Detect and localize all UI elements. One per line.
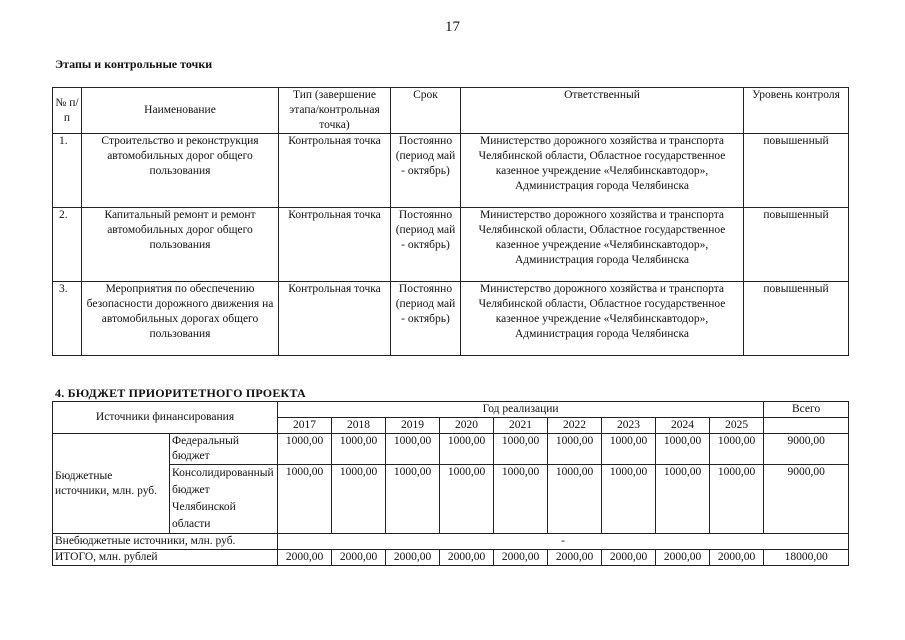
row-num: 2. bbox=[53, 208, 82, 282]
value-cell: 1000,00 bbox=[494, 465, 548, 534]
value-cell: 2000,00 bbox=[278, 550, 332, 566]
value-cell: 1000,00 bbox=[656, 465, 710, 534]
value-cell: 1000,00 bbox=[656, 434, 710, 465]
row-responsible: Министерство дорожного хозяйства и транспорта Челябинской области, Областное государственное казенное учреждение «Челябинскавтодор», Администрация города Челябинска bbox=[461, 208, 744, 282]
total-label: ИТОГО, млн. рублей bbox=[53, 550, 278, 566]
year-cell: 2020 bbox=[440, 418, 494, 434]
federal-label: Федеральный бюджет bbox=[170, 434, 278, 465]
sources-header: Источники финансирования bbox=[53, 402, 278, 434]
page-number: 17 bbox=[445, 19, 460, 35]
value-cell: 2000,00 bbox=[710, 550, 764, 566]
value-cell: 1000,00 bbox=[278, 434, 332, 465]
value-cell: 1000,00 bbox=[602, 434, 656, 465]
stages-table bbox=[52, 87, 849, 356]
value-cell: 2000,00 bbox=[440, 550, 494, 566]
value-cell: 2000,00 bbox=[656, 550, 710, 566]
value-cell: 1000,00 bbox=[278, 465, 332, 534]
extrabudget-row bbox=[53, 534, 849, 550]
value-cell: 2000,00 bbox=[548, 550, 602, 566]
row-term: Постоянно (период май - октябрь) bbox=[391, 134, 461, 208]
year-cell: 2024 bbox=[656, 418, 710, 434]
years-header: Год реализации bbox=[278, 402, 764, 418]
row-name: Строительство и реконструкция автомобильных дорог общего пользования bbox=[82, 134, 279, 208]
year-cell: 2025 bbox=[710, 418, 764, 434]
row-num: 1. bbox=[53, 134, 82, 208]
row-term: Постоянно (период май - октябрь) bbox=[391, 208, 461, 282]
value-cell: 1000,00 bbox=[548, 465, 602, 534]
total-cell: 9000,00 bbox=[764, 465, 849, 534]
header-control: Уровень контроля bbox=[744, 88, 849, 134]
row-control: повышенный bbox=[744, 208, 849, 282]
value-cell: 1000,00 bbox=[386, 434, 440, 465]
year-cell: 2017 bbox=[278, 418, 332, 434]
budget-group-label: Бюджетные источники, млн. руб. bbox=[53, 434, 170, 534]
total-header: Всего bbox=[764, 402, 849, 418]
header-name: Наименование bbox=[82, 88, 279, 134]
year-cell: 2021 bbox=[494, 418, 548, 434]
year-cell: 2023 bbox=[602, 418, 656, 434]
year-cell: 2022 bbox=[548, 418, 602, 434]
budget-section-title: 4. БЮДЖЕТ ПРИОРИТЕТНОГО ПРОЕКТА bbox=[55, 386, 306, 400]
value-cell: 2000,00 bbox=[332, 550, 386, 566]
row-responsible: Министерство дорожного хозяйства и транспорта Челябинской области, Областное государственное казенное учреждение «Челябинскавтодор», Администрация города Челябинска bbox=[461, 282, 744, 356]
row-term: Постоянно (период май - октябрь) bbox=[391, 282, 461, 356]
extrabudget-value: - bbox=[278, 534, 849, 550]
value-cell: 1000,00 bbox=[386, 465, 440, 534]
table-row bbox=[53, 282, 849, 356]
empty-cell bbox=[764, 418, 849, 434]
value-cell: 1000,00 bbox=[440, 434, 494, 465]
row-type: Контрольная точка bbox=[279, 208, 391, 282]
header-responsible: Ответственный bbox=[461, 88, 744, 134]
total-row bbox=[53, 550, 849, 566]
stages-header-row bbox=[53, 88, 849, 134]
row-type: Контрольная точка bbox=[279, 134, 391, 208]
table-row bbox=[53, 134, 849, 208]
stages-section-title: Этапы и контрольные точки bbox=[55, 57, 213, 71]
extrabudget-label: Внебюджетные источники, млн. руб. bbox=[53, 534, 278, 550]
row-control: повышенный bbox=[744, 282, 849, 356]
budget-table bbox=[52, 401, 849, 566]
regional-label: Консолидированный бюджет Челябинской области bbox=[170, 465, 278, 534]
header-type: Тип (завершение этапа/контрольная точка) bbox=[279, 88, 391, 134]
value-cell: 1000,00 bbox=[548, 434, 602, 465]
value-cell: 2000,00 bbox=[494, 550, 548, 566]
header-term: Срок bbox=[391, 88, 461, 134]
row-name: Капитальный ремонт и ремонт автомобильных дорог общего пользования bbox=[82, 208, 279, 282]
year-cell: 2019 bbox=[386, 418, 440, 434]
row-type: Контрольная точка bbox=[279, 282, 391, 356]
value-cell: 1000,00 bbox=[440, 465, 494, 534]
header-num: № п/п bbox=[53, 88, 82, 134]
table-row bbox=[53, 208, 849, 282]
value-cell: 1000,00 bbox=[332, 434, 386, 465]
year-cell: 2018 bbox=[332, 418, 386, 434]
value-cell: 2000,00 bbox=[602, 550, 656, 566]
budget-header-row bbox=[53, 402, 849, 418]
total-cell: 9000,00 bbox=[764, 434, 849, 465]
row-name: Мероприятия по обеспечению безопасности дорожного движения на автомобильных дорогах общего пользования bbox=[82, 282, 279, 356]
value-cell: 1000,00 bbox=[710, 465, 764, 534]
federal-row bbox=[53, 434, 849, 465]
value-cell: 2000,00 bbox=[386, 550, 440, 566]
row-control: повышенный bbox=[744, 134, 849, 208]
row-num: 3. bbox=[53, 282, 82, 356]
value-cell: 1000,00 bbox=[602, 465, 656, 534]
value-cell: 1000,00 bbox=[710, 434, 764, 465]
row-responsible: Министерство дорожного хозяйства и транспорта Челябинской области, Областное государственное казенное учреждение «Челябинскавтодор», Администрация города Челябинска bbox=[461, 134, 744, 208]
value-cell: 1000,00 bbox=[332, 465, 386, 534]
total-cell: 18000,00 bbox=[764, 550, 849, 566]
regional-row bbox=[53, 465, 849, 534]
value-cell: 1000,00 bbox=[494, 434, 548, 465]
